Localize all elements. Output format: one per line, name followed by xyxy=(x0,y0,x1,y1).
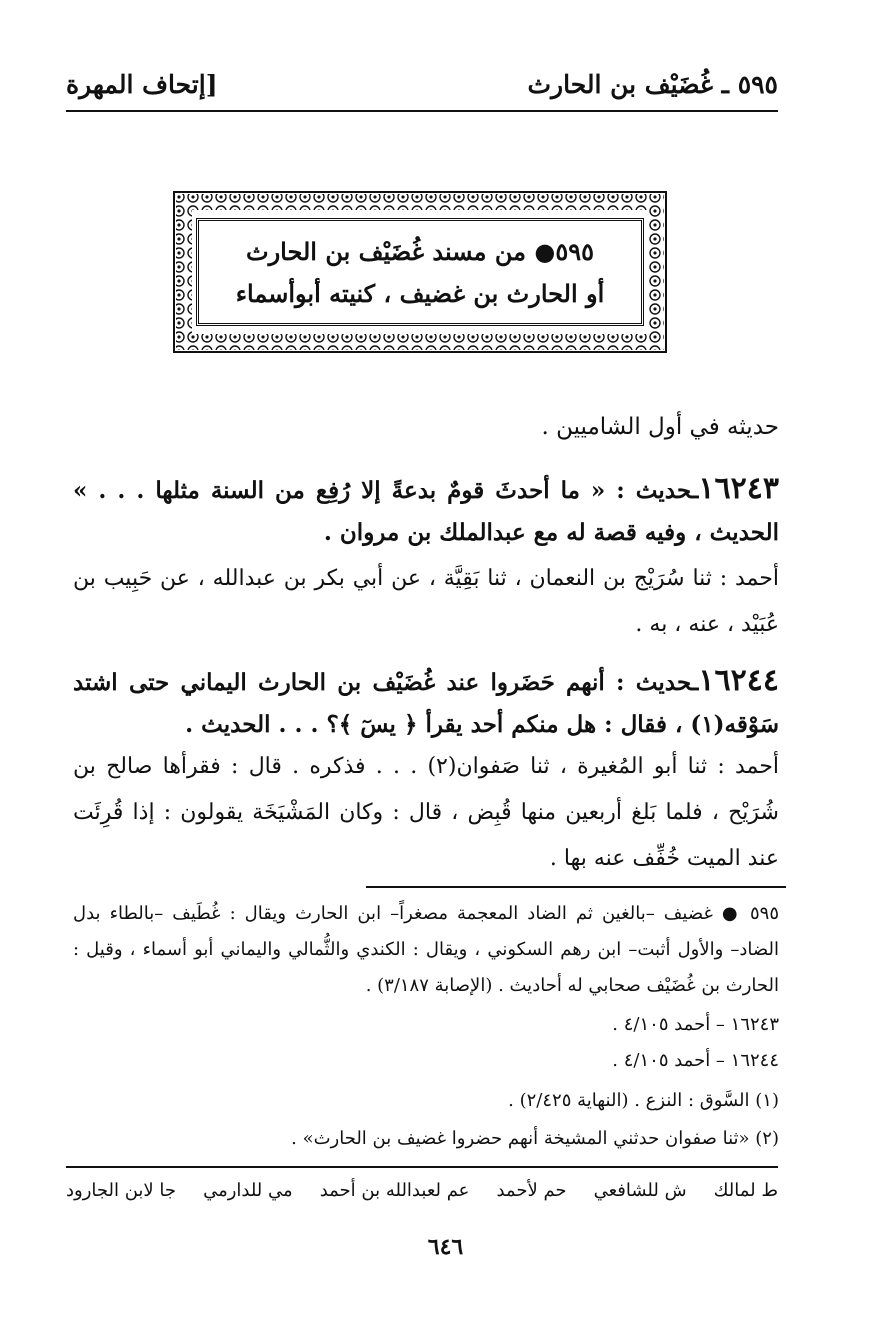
hadith-number: ١٦٢٤٣ xyxy=(698,471,779,506)
footnote-ref: ١٦٢٤٤ – أحمد ٤/١٠٥ . xyxy=(612,1050,779,1071)
intro-line: حديثه في أول الشاميين . xyxy=(541,414,779,440)
abbreviation-key xyxy=(66,1180,778,1212)
title-frame xyxy=(172,190,668,354)
abbreviation-rule xyxy=(66,1166,778,1168)
abbreviation-item: جا لابن الجارود xyxy=(66,1180,177,1201)
header-section-title: ٥٩٥ ـ غُضَيْف بن الحارث xyxy=(527,70,778,99)
musnad-subtitle: أو الحارث بن غضيف ، كنيته أبوأسماء xyxy=(235,279,605,308)
footnote-biography: ٥٩٥ ● غضيف –بالغين ثم الضاد المعجمة مصغراً– ابن الحارث ويقال : غُطَيف –بالطاء بدل الضاد– والأول أثبت– ابن رهم السكوني ، ويقال : الكندي والثُّمالي واليماني أبو أسماء ، وقيل : الحارث بن غُضَيْف صحابي له أحاديث . (الإصابة ٣/١٨٧) . xyxy=(73,903,779,996)
header-rule xyxy=(66,110,778,112)
hadith-16243 xyxy=(73,468,779,554)
hadith-source-16243: أحمد : ثنا سُرَيْج بن النعمان ، ثنا بَقِيَّة ، عن أبي بكر بن عبدالله ، عن حَبِيب بن عُبَيْد ، عنه ، به . xyxy=(73,566,779,637)
footnote-note: (٢) «ثنا صفوان حدثني المشيخة أنهم حضروا غضيف بن الحارث» . xyxy=(291,1128,779,1149)
page-number: ٦٤٦ xyxy=(427,1234,464,1260)
hadith-text: ـحديث : أنهم حَضَروا عند غُضَيْف بن الحارث اليماني حتى اشتد سَوْقه(١) ، فقال : هل منكم أحد يقرأ ﴿ يسٓ ﴾؟ . . . الحديث . xyxy=(73,669,779,738)
title-box xyxy=(196,218,644,326)
header-book-title: [إتحاف المهرة xyxy=(66,70,218,99)
hadith-number: ١٦٢٤٤ xyxy=(698,663,779,698)
musnad-title: ٥٩٥● من مسند غُضَيْف بن الحارث xyxy=(246,237,594,266)
abbreviation-item: مي للدارمي xyxy=(203,1180,293,1201)
hadith-16244 xyxy=(73,660,779,746)
abbreviation-item: حم لأحمد xyxy=(496,1180,567,1201)
hadith-text: ـحديث : « ما أحدثَ قومٌ بدعةً إلا رُفِع من السنة مثلها . . . » الحديث ، وفيه قصة له مع عبدالملك بن مروان . xyxy=(73,477,779,546)
abbreviation-item: ش للشافعي xyxy=(593,1180,687,1201)
abbreviation-item: ط لمالك xyxy=(713,1180,778,1201)
footnote-rule xyxy=(366,886,786,888)
running-header xyxy=(66,62,778,106)
footnote-ref: ١٦٢٤٣ – أحمد ٤/١٠٥ . xyxy=(612,1014,779,1035)
hadith-source-16244: أحمد : ثنا أبو المُغيرة ، ثنا صَفوان(٢) . . . فذكره . قال : فقرأها صالح بن شُرَيْح ، فلما بَلغ أربعين منها قُبِض ، قال : وكان المَشْيَخَة يقولون : إذا قُرِئَت عند الميت خُفِّف عنه بها . xyxy=(73,754,779,871)
abbreviation-item: عم لعبدالله بن أحمد xyxy=(319,1180,470,1201)
footnote-note: (١) السَّوق : النزع . (النهاية ٢/٤٢٥) . xyxy=(508,1090,779,1111)
